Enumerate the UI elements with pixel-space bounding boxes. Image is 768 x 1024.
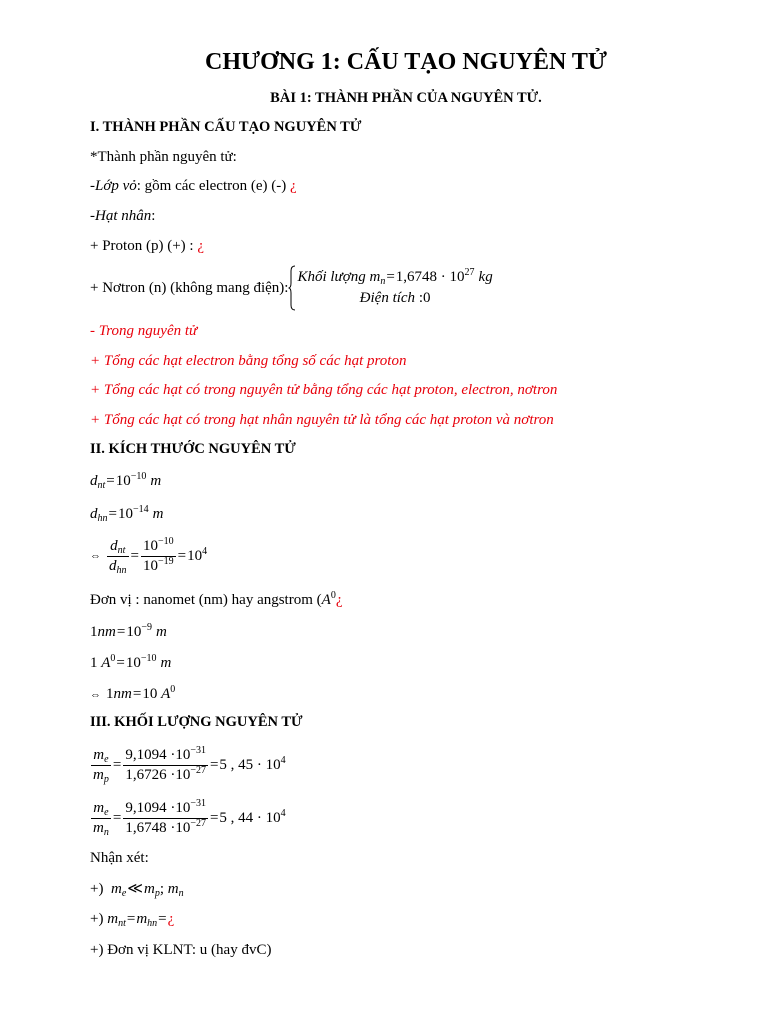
mass-symbol: m xyxy=(369,269,381,285)
electron-proton-ratio xyxy=(90,743,286,787)
neutron-text: + Nơtron (n) (không mang điện): xyxy=(90,280,289,296)
separator: ; xyxy=(159,881,168,897)
value-fraction xyxy=(123,746,208,785)
num-exp: −10 xyxy=(157,535,174,547)
nucleus-diameter-formula xyxy=(90,504,163,524)
mass-label: Khối lượng xyxy=(297,269,370,285)
den-base: 10 xyxy=(175,819,191,836)
exponent: −10 xyxy=(140,653,157,664)
m-sub: p xyxy=(154,888,160,899)
note-line: + Tổng các hạt có trong hạt nhân nguyên tử là tổng các hạt proton và nơtron xyxy=(90,412,554,428)
nucleus-line xyxy=(90,206,155,226)
m-symbol: m xyxy=(136,911,148,927)
result xyxy=(187,546,207,566)
section-heading-mass: III. KHỐI LƯỢNG NGUYÊN TỬ xyxy=(90,714,303,730)
num-symbol: m xyxy=(93,746,105,763)
section-heading-size: II. KÍCH THƯỚC NGUYÊN TỬ xyxy=(90,441,296,457)
nm-unit: nm xyxy=(97,624,116,640)
equals: = xyxy=(132,686,142,702)
note-line: + Tổng các hạt electron bằng tổng số các hạt proton xyxy=(90,353,407,369)
lesson-title: BÀI 1: THÀNH PHẦN CỦA NGUYÊN TỬ. xyxy=(270,90,542,106)
remark-mark: ¿ xyxy=(167,911,175,927)
num-base: 10 xyxy=(142,537,158,554)
unit-text: Đơn vị : nanomet (nm) hay angstrom ( xyxy=(90,592,322,608)
num-sub: e xyxy=(104,753,109,765)
nucleus-term: Hạt nhân xyxy=(95,208,152,224)
coef: 1 xyxy=(106,686,114,702)
unit: m xyxy=(155,624,167,640)
den-exp: −27 xyxy=(190,764,206,776)
angstrom-symbol: A xyxy=(161,686,171,702)
num-symbol: m xyxy=(93,799,105,816)
den-symbol: m xyxy=(93,766,104,783)
equals: = xyxy=(158,911,167,927)
den-sub: hn xyxy=(116,564,127,576)
remark-prefix: +) xyxy=(90,881,111,897)
result-base: 10 xyxy=(187,548,203,564)
d-sub: hn xyxy=(97,513,108,524)
den-sub: p xyxy=(103,773,109,785)
exponent: −14 xyxy=(132,504,149,515)
equivalence-icon: ⇔ xyxy=(90,550,101,562)
value-fraction xyxy=(123,799,208,838)
base: 10 xyxy=(117,506,133,522)
exponent: −9 xyxy=(141,622,152,633)
m-symbol: m xyxy=(143,881,155,897)
neutron-properties xyxy=(297,267,492,309)
m-symbol: m xyxy=(167,881,179,897)
section-heading-composition: I. THÀNH PHẦN CẤU TẠO NGUYÊN TỬ xyxy=(90,119,362,135)
angstrom-formula xyxy=(90,653,171,673)
charge-value: 0 xyxy=(422,290,431,306)
equals: = xyxy=(112,810,122,826)
result-base: 10 xyxy=(265,757,281,773)
angstrom-sup: 0 xyxy=(330,590,336,601)
den-symbol: d xyxy=(109,557,117,574)
remarks-title: Nhận xét: xyxy=(90,850,149,866)
proton-mark: ¿ xyxy=(197,238,204,254)
base: 10 xyxy=(126,624,142,640)
angstrom-sup: 0 xyxy=(170,684,176,695)
diameter-ratio-formula xyxy=(90,534,207,578)
equals: = xyxy=(112,757,122,773)
remark-unit: +) Đơn vị KLNT: u (hay đvC) xyxy=(90,942,272,958)
result xyxy=(219,808,285,828)
den-value: 1,6726 · xyxy=(125,766,176,783)
m-sub: e xyxy=(121,888,127,899)
equals: = xyxy=(116,624,126,640)
m-sub: nt xyxy=(118,918,126,929)
remark-mass-equality xyxy=(90,909,174,929)
den-base: 10 xyxy=(142,557,158,574)
result-exp: 4 xyxy=(280,755,286,766)
rhs: 10 xyxy=(142,686,162,702)
remark-prefix: +) xyxy=(90,911,108,927)
neutron-line xyxy=(90,264,493,312)
d-symbol: d xyxy=(90,473,98,489)
symbol-fraction xyxy=(91,799,111,838)
num-sub: e xyxy=(104,806,109,818)
ratio-fraction xyxy=(107,537,129,576)
mass-base: 10 xyxy=(449,269,465,285)
equals: = xyxy=(116,655,125,671)
base: 10 xyxy=(125,655,141,671)
chapter-title: CHƯƠNG 1: CẤU TẠO NGUYÊN TỬ xyxy=(204,49,607,75)
result-exp: 4 xyxy=(280,808,286,819)
much-less-than: ≪ xyxy=(127,881,143,897)
result-base: 10 xyxy=(265,810,281,826)
base: 10 xyxy=(115,473,131,489)
curly-brace xyxy=(288,265,296,311)
electron-neutron-ratio xyxy=(90,796,286,840)
num-exp: −31 xyxy=(190,797,206,809)
equals: = xyxy=(106,473,115,489)
result xyxy=(219,755,285,775)
equals: = xyxy=(126,911,136,927)
mass-dot: · xyxy=(437,269,450,285)
m-symbol: m xyxy=(110,881,122,897)
value-fraction xyxy=(141,537,176,576)
unit: m xyxy=(150,473,162,489)
m-symbol: m xyxy=(107,911,119,927)
note-line: + Tổng các hạt có trong nguyên tử bằng tổng các hạt proton, electron, nơtron xyxy=(90,382,558,398)
coef: 1 xyxy=(90,655,102,671)
unit: m xyxy=(160,655,172,671)
equals: = xyxy=(177,548,187,564)
equals: = xyxy=(209,810,219,826)
num-sub: nt xyxy=(117,544,126,556)
num-value: 9,1094 · xyxy=(125,799,176,816)
den-sub: n xyxy=(103,826,109,838)
num-symbol: d xyxy=(110,537,118,554)
den-value: 1,6748 · xyxy=(125,819,176,836)
result-value: 5 , 44 · xyxy=(219,810,266,826)
equals: = xyxy=(130,548,139,564)
m-sub: hn xyxy=(147,918,158,929)
unit-mark: ¿ xyxy=(335,592,343,608)
nm-unit: nm xyxy=(113,686,132,702)
equals: = xyxy=(108,506,117,522)
charge-label: Điện tích xyxy=(359,290,419,306)
m-sub: n xyxy=(178,888,184,899)
equivalence-icon: ⇔ xyxy=(90,689,101,701)
mass-unit: kg xyxy=(478,269,493,285)
result-exp: 4 xyxy=(202,546,208,557)
shell-mark: ¿ xyxy=(290,178,297,194)
charge-colon: : xyxy=(418,290,423,306)
shell-dash: - xyxy=(90,178,95,194)
neutron-charge xyxy=(360,288,431,309)
angstrom-symbol: A xyxy=(321,592,331,608)
exponent: −10 xyxy=(130,471,147,482)
d-sub: nt xyxy=(97,480,106,491)
remark-mass-comparison xyxy=(90,879,184,899)
mass-value: 1,6748 xyxy=(395,269,438,285)
proton-text: + Proton (p) (+) : xyxy=(90,238,198,254)
den-symbol: m xyxy=(93,819,104,836)
proton-line xyxy=(90,236,204,256)
num-exp: −31 xyxy=(190,744,206,756)
angstrom-sup: 0 xyxy=(110,653,116,664)
neutron-mass xyxy=(297,267,492,288)
unit-line xyxy=(90,590,342,610)
den-base: 10 xyxy=(175,766,191,783)
electron-shell-line xyxy=(90,176,297,196)
shell-description: : gồm các electron (e) (-) xyxy=(136,178,291,194)
den-exp: −27 xyxy=(190,817,206,829)
composition-intro: *Thành phần nguyên tử: xyxy=(90,149,237,165)
angstrom-symbol: A xyxy=(101,655,111,671)
atom-diameter-formula xyxy=(90,471,161,491)
coef: 1 xyxy=(90,624,98,640)
mass-equals: = xyxy=(386,269,395,285)
mass-sub: n xyxy=(380,276,386,287)
equals: = xyxy=(209,757,219,773)
nucleus-colon: : xyxy=(151,208,156,224)
num-base: 10 xyxy=(175,746,191,763)
symbol-fraction xyxy=(91,746,111,785)
nucleus-dash: - xyxy=(90,208,95,224)
note-line: - Trong nguyên tử xyxy=(90,323,198,339)
d-symbol: d xyxy=(90,506,98,522)
mass-exp: 27 xyxy=(464,267,475,278)
shell-term: Lớp vỏ xyxy=(95,178,137,194)
result-value: 5 , 45 · xyxy=(219,757,266,773)
num-base: 10 xyxy=(175,799,191,816)
num-value: 9,1094 · xyxy=(125,746,176,763)
nanometer-formula xyxy=(90,622,167,642)
conversion-formula xyxy=(90,684,175,705)
unit: m xyxy=(152,506,164,522)
den-exp: −19 xyxy=(157,555,174,567)
